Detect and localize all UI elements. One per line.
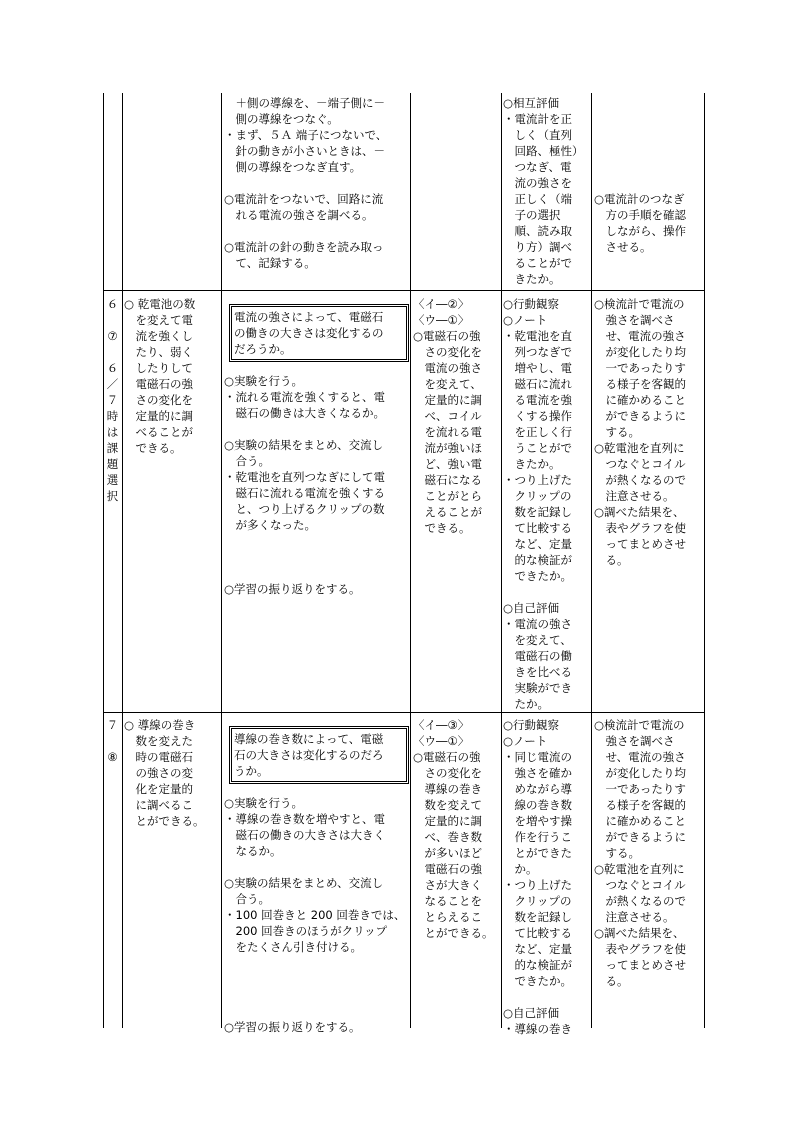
text-line: ○学習の振り返りをする。 xyxy=(224,582,361,596)
text-line: に調べるこ xyxy=(124,798,193,812)
text-line xyxy=(224,1003,410,1019)
text-line: せ、電流の強さ xyxy=(594,329,686,343)
text-line: ・同じ電流の xyxy=(503,750,572,764)
evaluation-criteria-cell xyxy=(413,717,501,941)
text-line: ７ xyxy=(106,393,119,407)
text-line: する。 xyxy=(594,846,640,860)
text-line: ○実験を行う。 xyxy=(224,374,304,388)
row-divider xyxy=(103,290,705,291)
text-line: 磁石に流れ xyxy=(503,377,572,391)
text-line: 表やグラフを使 xyxy=(594,942,686,956)
text-line: 的な検証が xyxy=(503,958,572,972)
text-line: 強さを確か xyxy=(503,766,572,780)
text-line: が変化したり均 xyxy=(594,345,686,359)
text-line: しながら、操作 xyxy=(594,224,686,238)
text-line: ・つり上げた xyxy=(503,878,572,892)
text-line: る電流を強 xyxy=(503,393,572,407)
text-line: する。 xyxy=(594,425,640,439)
text-line: たり、弱く xyxy=(124,345,193,359)
text-line: 方の手順を確認 xyxy=(594,208,686,222)
text-line: ７ xyxy=(106,718,119,732)
text-line: など、定量 xyxy=(503,942,572,956)
text-line: ○ノート xyxy=(503,734,548,748)
text-line: を増やす操 xyxy=(503,814,572,828)
text-line: うか。 xyxy=(234,764,269,778)
text-line: 化を定量的 xyxy=(124,782,193,796)
text-line: 電磁石の強 xyxy=(124,377,193,391)
text-line: ○行動観察 xyxy=(503,718,560,732)
text-line: を正しく行 xyxy=(503,425,572,439)
text-line: に確かめること xyxy=(594,814,686,828)
table-border-left xyxy=(103,93,104,1028)
text-line: と、つり上げるクリップの数 xyxy=(224,502,385,516)
text-line: ってまとめさせ xyxy=(594,958,686,972)
text-line: が熱くなるので xyxy=(594,473,686,487)
text-line: を変えて、 xyxy=(413,377,482,391)
text-line: 磁石に流れる電流を強くする xyxy=(224,486,385,500)
text-line: ・つり上げた xyxy=(503,473,572,487)
text-line xyxy=(224,421,410,437)
text-line: る様子を客観的 xyxy=(594,798,686,812)
text-line: クリップの xyxy=(503,489,572,503)
text-line: 子の選択 xyxy=(503,208,561,222)
text-line: 磁石の働きは大きくなるか。 xyxy=(224,406,385,420)
text-line: 導線の巻き xyxy=(413,782,482,796)
text-line: ○行動観察 xyxy=(503,297,560,311)
goal-cell xyxy=(124,717,221,829)
text-line: ・乾電池を直 xyxy=(503,329,572,343)
text-line xyxy=(224,955,410,971)
lesson-number-cell xyxy=(103,717,122,765)
text-line: ○実験の結果をまとめ、交流し xyxy=(224,438,384,452)
text-line: 流が強いほ xyxy=(413,441,482,455)
text-line: ⑦ xyxy=(107,329,118,343)
text-line: 石の大きさは変化するのだろ xyxy=(234,748,384,762)
text-line: ることがで xyxy=(503,256,572,270)
text-line: 択 xyxy=(106,489,119,503)
method-cell xyxy=(503,717,591,1037)
text-line: 合う。 xyxy=(224,892,270,906)
text-line: しく（直列 xyxy=(503,128,572,142)
text-line: 定量的に調 xyxy=(124,409,193,423)
text-line: ○乾電池を直列に xyxy=(594,862,685,876)
text-line: つなぐとコイル xyxy=(594,878,686,892)
support-cell xyxy=(594,717,704,989)
text-line: 数を変えた xyxy=(124,734,193,748)
text-line: 強さを調べさ xyxy=(594,734,675,748)
text-line: せ、電流の強さ xyxy=(594,750,686,764)
text-line: 合う。 xyxy=(224,454,270,468)
text-line xyxy=(224,859,410,875)
text-line xyxy=(224,223,410,239)
text-line: 〈イ―②〉 xyxy=(413,297,470,311)
text-line: 〈イ―③〉 xyxy=(413,718,470,732)
text-line: ・電流計を正 xyxy=(503,112,572,126)
text-line: クリップの xyxy=(503,894,572,908)
text-line: とらえるこ xyxy=(413,910,482,924)
column-divider xyxy=(410,93,411,1028)
text-line: ことがとら xyxy=(413,489,482,503)
text-line: ・電流の強さ xyxy=(503,617,572,631)
text-line: 列つなぎで xyxy=(503,345,572,359)
text-line: くする操作 xyxy=(503,409,572,423)
text-line: 電磁石の強 xyxy=(413,862,482,876)
row-divider xyxy=(103,712,705,713)
text-line: て比較する xyxy=(503,521,572,535)
text-line: 題 xyxy=(106,457,119,471)
text-line: 時 xyxy=(106,409,119,423)
text-line: 選 xyxy=(106,473,119,487)
text-line xyxy=(103,312,122,328)
text-line: 一であったりす xyxy=(594,361,686,375)
column-divider xyxy=(591,93,592,1028)
text-line xyxy=(594,159,704,175)
text-line: など、定量 xyxy=(503,537,572,551)
text-line: る。 xyxy=(594,553,629,567)
text-line: つなぎ、電 xyxy=(503,160,572,174)
text-line: に確かめること xyxy=(594,393,686,407)
text-line xyxy=(224,549,410,565)
text-line: をたくさん引き付ける。 xyxy=(224,940,362,954)
text-line: 線の巻き数 xyxy=(503,798,572,812)
lesson-plan-table xyxy=(103,93,705,1036)
text-line: を変えて、 xyxy=(503,633,572,647)
text-line: 的な検証が xyxy=(503,553,572,567)
text-line: さが大きく xyxy=(413,878,482,892)
text-line: できる。 xyxy=(124,441,182,455)
text-line: ど、強い電 xyxy=(413,457,482,471)
text-line: 〈ウ―①〉 xyxy=(413,313,470,327)
text-line xyxy=(224,533,410,549)
text-line: ６ xyxy=(106,297,119,311)
text-line: 注意させる。 xyxy=(594,910,675,924)
goal-cell xyxy=(124,296,221,456)
text-line: めながら導 xyxy=(503,782,572,796)
text-line: 強さを調べさ xyxy=(594,313,675,327)
text-line: 注意させる。 xyxy=(594,489,675,503)
table-border-right xyxy=(704,93,705,1028)
text-line: 電流の強さ xyxy=(413,361,482,375)
support-cell xyxy=(594,95,704,255)
text-line: ○自己評価 xyxy=(503,1006,560,1020)
text-line: は xyxy=(106,425,119,439)
task-question-box xyxy=(229,304,409,362)
text-line: なるか。 xyxy=(224,844,282,858)
text-line: れる電流の強さを調べる。 xyxy=(224,208,374,222)
activity-cell xyxy=(224,373,410,597)
text-line: 定量的に調 xyxy=(413,814,482,828)
text-line: だろうか。 xyxy=(234,342,292,356)
text-line: きを比べる xyxy=(503,665,572,679)
text-line xyxy=(594,175,704,191)
text-line: べ、巻き数 xyxy=(413,830,482,844)
text-line: ・流れる電流を強くすると、電 xyxy=(224,390,385,404)
method-cell xyxy=(503,296,591,712)
text-line: ・導線の巻き数を増やすと、電 xyxy=(224,812,385,826)
text-line: つなぐとコイル xyxy=(594,457,686,471)
column-divider xyxy=(122,93,123,1028)
text-line: 針の動きが小さいときは、－ xyxy=(224,144,385,158)
text-line: ○検流計で電流の xyxy=(594,718,685,732)
text-line: できる。 xyxy=(413,521,471,535)
text-line: さの変化を xyxy=(413,766,482,780)
text-line: 流の強さを xyxy=(503,176,572,190)
text-line: ができるように xyxy=(594,830,686,844)
text-line: 電磁石の働 xyxy=(503,649,572,663)
lesson-number-cell xyxy=(103,296,122,504)
text-line: 表やグラフを使 xyxy=(594,521,686,535)
text-line: か。 xyxy=(503,862,538,876)
text-line: ○乾電池を直列に xyxy=(594,441,685,455)
text-line: きたか。 xyxy=(503,457,561,471)
task-question-box xyxy=(229,726,409,784)
activity-cell xyxy=(224,95,410,271)
text-line: 時の電磁石 xyxy=(124,750,193,764)
text-line: 電流の強さによって、電磁石 xyxy=(234,310,384,324)
text-line: 数を記録し xyxy=(503,910,572,924)
text-line: できたか。 xyxy=(503,974,572,988)
text-line xyxy=(224,987,410,1003)
text-line: ○ノート xyxy=(503,313,548,327)
text-line: ・導線の巻き xyxy=(503,1022,572,1036)
text-line xyxy=(224,175,410,191)
text-line: えることが xyxy=(413,505,482,519)
text-line: とができる。 xyxy=(124,814,205,828)
text-line: ○電磁石の強 xyxy=(413,750,481,764)
text-line: が熱くなるので xyxy=(594,894,686,908)
text-line: ってまとめさせ xyxy=(594,537,686,551)
text-line: が変化したり均 xyxy=(594,766,686,780)
text-line: が多いほど xyxy=(413,846,482,860)
text-line xyxy=(503,989,591,1005)
text-line xyxy=(594,95,704,111)
activity-cell xyxy=(224,795,410,1035)
column-divider xyxy=(501,93,502,1028)
text-line: なることを xyxy=(413,894,482,908)
text-line: ○電磁石の強 xyxy=(413,329,481,343)
text-line: べることが xyxy=(124,425,193,439)
text-line: の働きの大きさは変化するの xyxy=(234,326,384,340)
text-line: 〈ウ―①〉 xyxy=(413,734,470,748)
text-line: 導線の巻き数によって、電磁 xyxy=(234,732,384,746)
text-line: の強さの変 xyxy=(124,766,193,780)
text-line: できたか。 xyxy=(503,569,572,583)
text-line: ○電流計の針の動きを読み取っ xyxy=(224,240,384,254)
text-line: ・乾電池を直列つなぎにして電 xyxy=(224,470,385,484)
text-line xyxy=(594,143,704,159)
text-line xyxy=(103,344,122,360)
text-line: さの変化を xyxy=(413,345,482,359)
text-line: とができる。 xyxy=(413,926,494,940)
support-cell xyxy=(594,296,704,568)
method-cell xyxy=(503,95,591,287)
text-line: て比較する xyxy=(503,926,572,940)
text-line: きたか。 xyxy=(503,272,561,286)
text-line xyxy=(594,111,704,127)
text-line: さの変化を xyxy=(124,393,193,407)
text-line: ○電流計のつなぎ xyxy=(594,192,685,206)
text-line: 磁石になる xyxy=(413,473,482,487)
evaluation-criteria-cell xyxy=(413,296,501,536)
text-line: ○調べた結果を、 xyxy=(594,505,685,519)
text-line: を変えて電 xyxy=(124,313,193,327)
text-line: 実験ができ xyxy=(503,681,572,695)
text-line: る様子を客観的 xyxy=(594,377,686,391)
text-line: り方）調べ xyxy=(503,240,572,254)
text-line: が多くなった。 xyxy=(224,518,316,532)
text-line: を流れる電 xyxy=(413,425,482,439)
text-line: 側の導線をつなぐ。 xyxy=(224,112,339,126)
text-line: とができた xyxy=(503,846,572,860)
text-line: 流を強くし xyxy=(124,329,193,343)
text-line: たか。 xyxy=(503,697,549,711)
text-line xyxy=(594,127,704,143)
text-line: ・100 回巻きと 200 回巻きでは、 xyxy=(224,908,406,922)
text-line: ○調べた結果を、 xyxy=(594,926,685,940)
text-line: ○自己評価 xyxy=(503,601,560,615)
text-line: ・まず、５Ａ 端子につないで、 xyxy=(224,128,388,142)
text-line: て、記録する。 xyxy=(224,256,316,270)
text-line: ○実験の結果をまとめ、交流し xyxy=(224,876,384,890)
text-line: 回路、極性） xyxy=(503,144,584,158)
text-line: 順、読み取 xyxy=(503,224,572,238)
text-line: べ、コイル xyxy=(413,409,482,423)
text-line: ○ 導線の巻き xyxy=(124,718,196,732)
text-line: したりして xyxy=(124,361,193,375)
text-line: 正しく（端 xyxy=(503,192,572,206)
column-divider xyxy=(221,93,222,1028)
text-line: 課 xyxy=(106,441,119,455)
text-line: 作を行うこ xyxy=(503,830,572,844)
text-line xyxy=(224,971,410,987)
text-line: ○ 乾電池の数 xyxy=(124,297,196,311)
text-line: 定量的に調 xyxy=(413,393,482,407)
text-line: ／ xyxy=(106,377,119,391)
text-line: 200 回巻きのほうがクリップ xyxy=(224,924,388,938)
text-line: ○検流計で電流の xyxy=(594,297,685,311)
text-line: ６ xyxy=(106,361,119,375)
text-line xyxy=(503,584,591,600)
text-line: る。 xyxy=(594,974,629,988)
text-line: ○電流計をつないで、回路に流 xyxy=(224,192,384,206)
text-line: ○学習の振り返りをする。 xyxy=(224,1020,361,1034)
text-line: ＋側の導線を、－端子側に－ xyxy=(224,96,385,110)
text-line: ○実験を行う。 xyxy=(224,796,304,810)
text-line: ができるように xyxy=(594,409,686,423)
text-line: 数を変えて xyxy=(413,798,482,812)
text-line: 増やし、電 xyxy=(503,361,572,375)
text-line: ⑧ xyxy=(107,750,118,764)
text-line: ○相互評価 xyxy=(503,96,560,110)
text-line xyxy=(103,733,122,749)
text-line: うことがで xyxy=(503,441,572,455)
text-line: 磁石の働きの大きさは大きく xyxy=(224,828,385,842)
text-line xyxy=(224,565,410,581)
text-line: させる。 xyxy=(594,240,652,254)
text-line: 一であったりす xyxy=(594,782,686,796)
text-line: 数を記録し xyxy=(503,505,572,519)
text-line: 側の導線をつなぎ直す。 xyxy=(224,160,362,174)
